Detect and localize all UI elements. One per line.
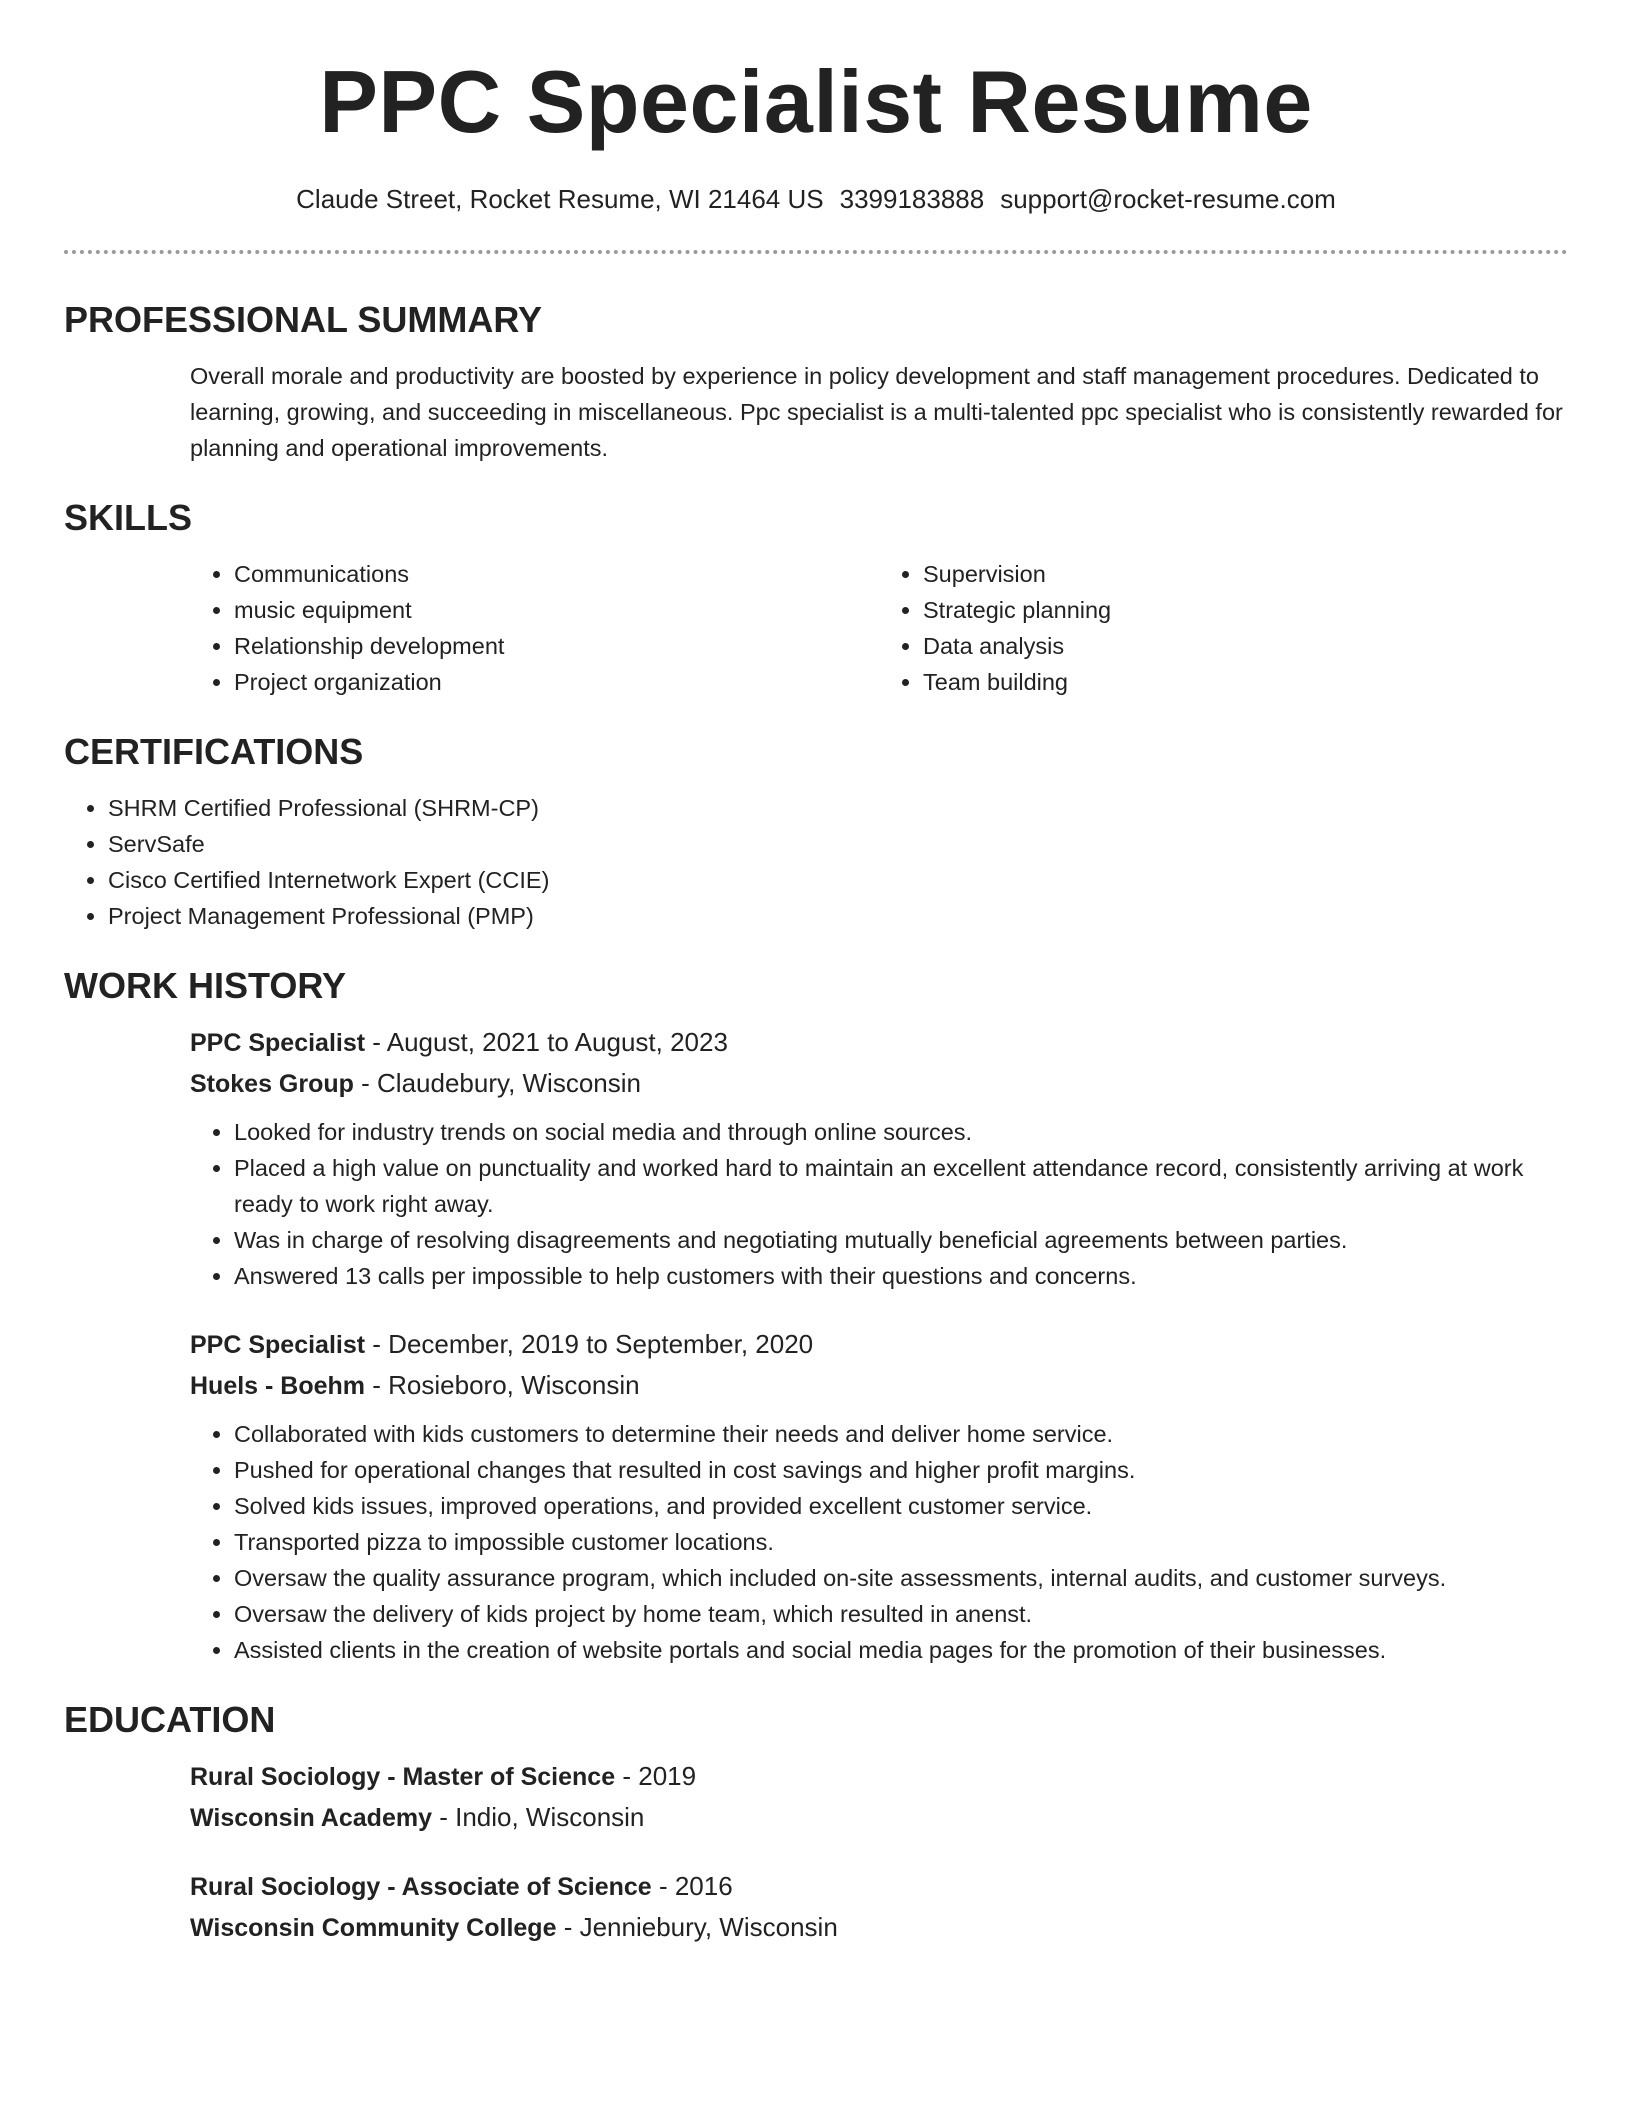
- job-entry: [190, 1022, 1568, 1294]
- resume-header: [64, 0, 1568, 152]
- skills-heading: SKILLS: [64, 497, 193, 538]
- degree-name: Rural Sociology - Associate of Science: [190, 1873, 652, 1901]
- header-divider: [64, 250, 1568, 254]
- skill-item: • Project organization: [234, 664, 879, 700]
- job-duty: • Transported pizza to impossible customer locations.: [234, 1524, 1568, 1560]
- job-duty: • Looked for industry trends on social media and through online sources.: [234, 1114, 1568, 1150]
- education-entry: [190, 1756, 1568, 1838]
- certification-item: • SHRM Certified Professional (SHRM-CP): [108, 790, 1568, 826]
- certification-item: • Cisco Certified Internetwork Expert (CCIE): [108, 862, 1568, 898]
- certifications-list: [64, 790, 1568, 934]
- job-duty: • Placed a high value on punctuality and worked hard to maintain an excellent attendance record, consistently arriving at work ready to work right away.: [234, 1150, 1568, 1222]
- job-dates: - December, 2019 to September, 2020: [365, 1329, 814, 1359]
- certifications-section: [64, 728, 1568, 934]
- skill-item: • Team building: [923, 664, 1568, 700]
- contact-line: [0, 182, 1632, 216]
- certification-item: • Project Management Professional (PMP): [108, 898, 1568, 934]
- skills-section: [64, 494, 1568, 700]
- school-name: Wisconsin Community College: [190, 1914, 557, 1942]
- skills-list-right: [879, 556, 1568, 700]
- job-location: - Rosieboro, Wisconsin: [365, 1370, 640, 1400]
- job-company: Huels - Boehm: [190, 1372, 366, 1400]
- degree-year: - 2019: [615, 1761, 697, 1791]
- degree-line: [190, 1866, 1568, 1907]
- skill-item: • Relationship development: [234, 628, 879, 664]
- job-duty: • Pushed for operational changes that resulted in cost savings and higher profit margins.: [234, 1452, 1568, 1488]
- job-duties-list: [190, 1416, 1568, 1668]
- job-duty: • Solved kids issues, improved operations, and provided excellent customer service.: [234, 1488, 1568, 1524]
- job-duty: • Collaborated with kids customers to determine their needs and deliver home service.: [234, 1416, 1568, 1452]
- degree-year: - 2016: [651, 1871, 733, 1901]
- job-location: - Claudebury, Wisconsin: [353, 1068, 641, 1098]
- job-company-line: [190, 1063, 1568, 1104]
- skills-list-left: [190, 556, 879, 700]
- job-title-line: [190, 1324, 1568, 1365]
- school-name: Wisconsin Academy: [190, 1804, 432, 1832]
- certification-item: • ServSafe: [108, 826, 1568, 862]
- skills-grid: [190, 542, 1568, 700]
- job-company-line: [190, 1365, 1568, 1406]
- skill-item: • Data analysis: [923, 628, 1568, 664]
- job-duties-list: [190, 1114, 1568, 1294]
- job-title-line: [190, 1022, 1568, 1063]
- school-location: - Jenniebury, Wisconsin: [556, 1912, 838, 1942]
- job-duty: • Assisted clients in the creation of website portals and social media pages for the promotion of their businesses.: [234, 1632, 1568, 1668]
- address-text: Claude Street, Rocket Resume, WI 21464 US: [296, 184, 824, 214]
- summary-text: Overall morale and productivity are boosted by experience in policy development and staff management procedures. Dedicated to learning, growing, and succeeding in miscellaneous. Ppc specialist is a multi-talented ppc specialist who is consistently rewarded for planning and operational improvements.: [190, 363, 1563, 461]
- education-section: [64, 1696, 1568, 1948]
- job-entry: [190, 1324, 1568, 1668]
- skill-item: • Supervision: [923, 556, 1568, 592]
- school-line: [190, 1907, 1568, 1948]
- email-text: support@rocket-resume.com: [1000, 184, 1336, 214]
- school-line: [190, 1797, 1568, 1838]
- job-duty: • Answered 13 calls per impossible to help customers with their questions and concerns.: [234, 1258, 1568, 1294]
- job-company: Stokes Group: [190, 1070, 354, 1098]
- skill-item: • Communications: [234, 556, 879, 592]
- phone-text: 3399183888: [839, 184, 985, 214]
- summary-heading: PROFESSIONAL SUMMARY: [64, 299, 543, 340]
- summary-section: [64, 296, 1568, 466]
- resume-body: [64, 296, 1568, 1976]
- skill-item: • music equipment: [234, 592, 879, 628]
- resume-title: PPC Specialist Resume: [319, 52, 1313, 151]
- education-entry: [190, 1866, 1568, 1948]
- degree-line: [190, 1756, 1568, 1797]
- education-heading: EDUCATION: [64, 1699, 276, 1740]
- job-role: PPC Specialist: [190, 1029, 366, 1057]
- certifications-heading: CERTIFICATIONS: [64, 731, 364, 772]
- job-duty: • Oversaw the delivery of kids project by home team, which resulted in anenst.: [234, 1596, 1568, 1632]
- job-duty: • Was in charge of resolving disagreements and negotiating mutually beneficial agreements between parties.: [234, 1222, 1568, 1258]
- job-role: PPC Specialist: [190, 1331, 366, 1359]
- work-history-section: [64, 962, 1568, 1668]
- school-location: - Indio, Wisconsin: [431, 1802, 645, 1832]
- work-history-heading: WORK HISTORY: [64, 965, 347, 1006]
- job-dates: - August, 2021 to August, 2023: [365, 1027, 728, 1057]
- job-duty: • Oversaw the quality assurance program, which included on-site assessments, internal audits, and customer surveys.: [234, 1560, 1568, 1596]
- skill-item: • Strategic planning: [923, 592, 1568, 628]
- degree-name: Rural Sociology - Master of Science: [190, 1763, 616, 1791]
